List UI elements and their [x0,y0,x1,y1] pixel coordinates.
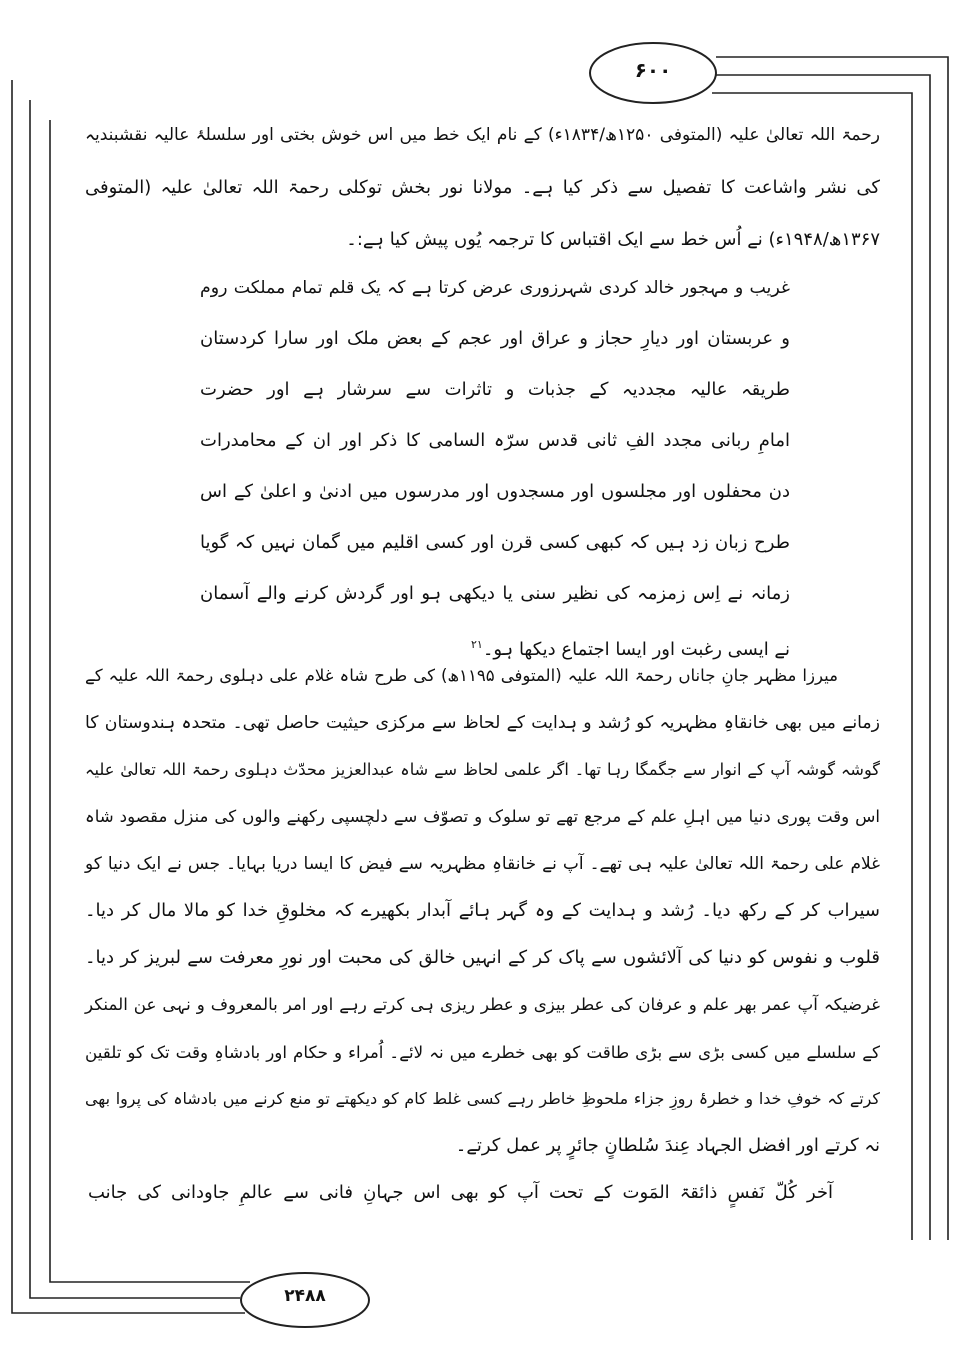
block-quote-line [200,324,790,354]
line-text: آخر کُلّ نَفسٍ ذائقۃ المَوت کے تحت آپ کو بھی اس جہانِ فانی سے عالمِ جاودانی کی جانب [88,1182,833,1203]
line-text: نہ کرتے اور افضل الجہاد عِندَ سُلطانٍ جائرٍ پر عمل کرتے۔ [455,1135,880,1156]
paragraph-2-line [85,661,838,691]
block-quote-line [200,375,790,405]
line-text: طریقہ عالیہ مجددیہ کے جذبات و تاثرات سے سرشار ہے اور حضرت [200,379,790,400]
block-quote-line [200,630,790,660]
line-text: ۱۳۶۷ھ/۱۹۴۸ء) نے اُس خط سے ایک اقتباس کا ترجمہ یُوں پیش کیا ہے:۔ [346,229,880,250]
paragraph-2-line [85,755,880,785]
line-text: میرزا مظہر جانِ جاناں رحمۃ اللہ علیہ (المتوفی ۱۱۹۵ھ) کی طرح شاہ غلام علی دہلوی رحمۃ اللہ علیہ کے [85,666,838,685]
paragraph-1-line [85,120,880,150]
paragraph-3-line [88,1178,833,1208]
line-text: غریب و مہجور خالد کردی شہرزوری عرض کرتا ہے کہ یک قلم تمام مملکت روم [200,278,790,298]
paragraph-2-line [85,1131,880,1161]
border-line-outer-left [12,80,245,1313]
page-number-top: ۶۰۰ [634,58,672,82]
page-number-bottom: ۲۴۸۸ [284,1286,326,1306]
line-text: قلوب و نفوس کو دنیا کی آلائشوں سے پاک کر کے انہیں خالق کی محبت اور نورِ معرفت سے لبریز کر دیا۔ [85,947,880,968]
line-text: کرتے کہ خوفِ خدا و خطرۂ روزِ جزاء ملحوظِ خاطر رہے کسی غلط کام کو دیکھتے تو منع کرنے میں بادشاہ کی پروا بھی [85,1089,880,1108]
line-text: زمانے میں بھی خانقاہِ مظہریہ کو رُشد و ہدایت کے لحاظ سے مرکزی حیثیت حاصل تھی۔ متحدہ ہندوستان کا [85,713,880,733]
line-text: رحمۃ اللہ تعالیٰ علیہ (المتوفی ۱۲۵۰ھ/۱۸۳۴ء) کے نام ایک خط میں اس خوش بختی اور سلسلۂ عالیہ نقشبندیہ [85,125,880,145]
line-text: امامِ ربانی مجدد الفِ ثانی قدس سرّہ السامی کا ذکر اور ان کے محامدرات [200,430,790,451]
paragraph-2-line [85,802,880,832]
paragraph-2-line [85,849,880,879]
line-text: نے ایسی رغبت اور ایسا اجتماع دیکھا ہو۔ [482,639,790,660]
paragraph-1-line [85,225,880,255]
block-quote-line [200,426,790,456]
line-text: کی نشر واشاعت کا تفصیل سے ذکر کیا ہے۔ مولانا نور بخش توکلی رحمۃ اللہ تعالیٰ علیہ (المتوفی [85,177,880,198]
block-quote-line [200,528,790,558]
paragraph-2-line [85,708,880,738]
block-quote-line [200,579,790,609]
paragraph-2-line [85,1084,880,1114]
line-text: اس وقت پوری دنیا میں اہلِ علم کے مرجع تھے تو سلوک و تصوّف سے دلچسپی رکھنے والوں کی منزل مقصود شاہ [85,807,880,826]
block-quote-line [200,477,790,507]
line-text: طرح زبان زد ہیں کہ کبھی کسی قرن اور کسی اقلیم میں گمان نہیں کہ گویا [200,532,790,553]
paragraph-1-line [85,173,880,203]
paragraph-2-line [85,943,880,973]
line-text: و عربستان اور دیارِ حجاز و عراق اور عجم کے بعض ملک اور سارا کردستان [200,328,790,349]
paragraph-2-line [85,990,880,1020]
line-text: زمانہ نے اِس زمزمہ کی نظیر سنی یا دیکھی ہو اور گردش کرنے والے آسمان [200,583,790,604]
footnote-reference[interactable]: ۲۱ [471,638,483,651]
line-text: غلام علی رحمۃ اللہ تعالیٰ علیہ ہی تھے۔ آپ نے خانقاہِ مظہریہ سے فیض کا ایسا دریا بہایا۔ جس نے ایک دنیا کو [85,854,880,874]
block-quote-line [200,273,790,303]
line-text: غرضیکہ آپ عمر بھر علم و عرفان کی عطر بیزی و عطر ریزی ہی کرتے رہے اور امر بالمعروف و نہی عن المنکر [85,995,880,1014]
paragraph-2-line [85,1037,880,1067]
line-text: سیراب کر کے رکھ دیا۔ رُشد و ہدایت کے وہ گہر ہائے آبدار بکھیرے کہ مخلوقِ خدا کو مالا مال کر دیا۔ [85,900,880,921]
line-text: دن محفلوں اور مجلسوں اور مسجدوں اور مدرسوں میں ادنیٰ و اعلیٰ کے اس [200,481,790,502]
line-text: کے سلسلے میں کسی بڑی سے بڑی طاقت کو بھی خطرے میں نہ لائے۔ اُمراء و حکام اور بادشاہِ وقت تک کو تلقین [85,1042,880,1062]
line-text: گوشہ گوشہ آپ کے انوار سے جگمگا رہا تھا۔ اگر علمی لحاظ سے شاہ عبدالعزیز محدّث دہلوی رحمۃ اللہ تعالیٰ علیہ [85,760,880,779]
paragraph-2-line [85,896,880,926]
